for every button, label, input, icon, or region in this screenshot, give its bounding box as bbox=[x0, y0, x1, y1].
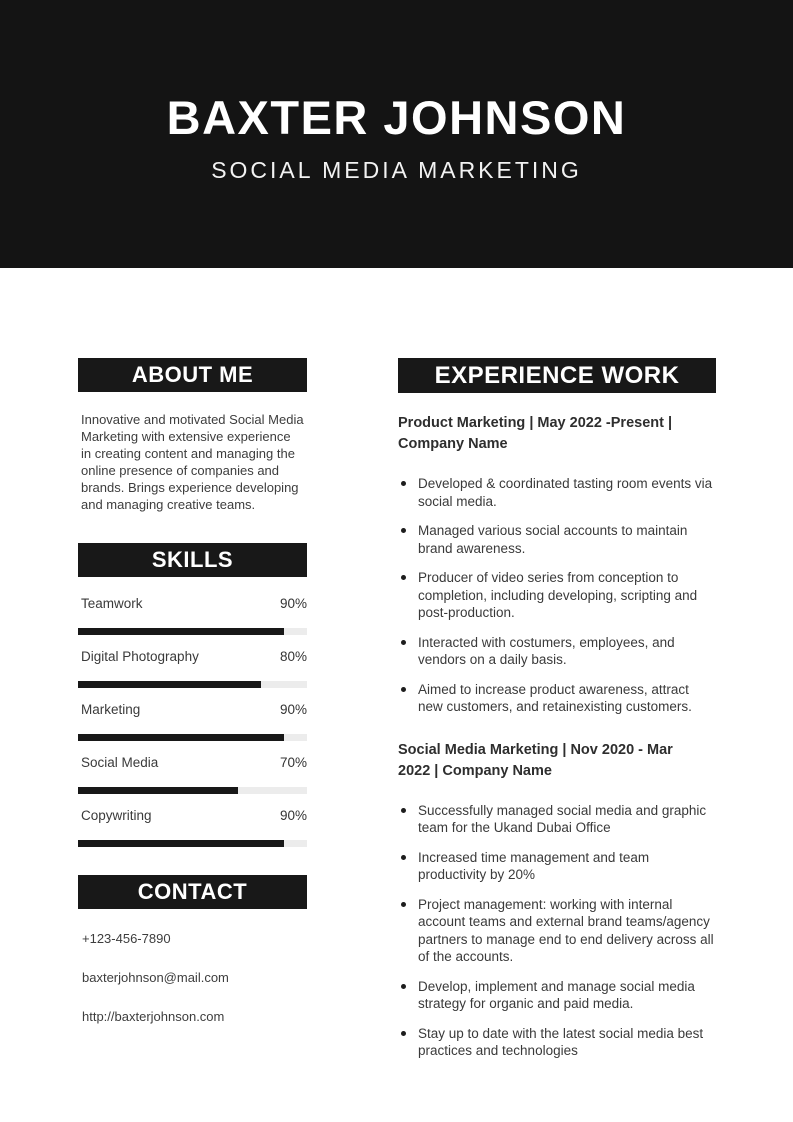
skill-progress-track bbox=[78, 787, 307, 794]
skill-percent: 70% bbox=[279, 755, 307, 770]
skill-label: Marketing bbox=[81, 702, 141, 717]
experience-heading: EXPERIENCE WORK bbox=[398, 358, 716, 393]
skill-label: Copywriting bbox=[81, 808, 152, 823]
skill-label: Social Media bbox=[81, 755, 159, 770]
job-bullet: Increased time management and team productivity by 20% bbox=[398, 849, 716, 884]
jobs-list bbox=[398, 413, 716, 1060]
contact-item: http://baxterjohnson.com bbox=[82, 1009, 225, 1024]
skill-percent: 90% bbox=[279, 596, 307, 611]
skills-list bbox=[78, 577, 307, 847]
job-bullet: Producer of video series from conception to completion, including developing, scripting and post-production. bbox=[398, 569, 716, 622]
job-bullet: Managed various social accounts to maintain brand awareness. bbox=[398, 522, 716, 557]
person-job-title: SOCIAL MEDIA MARKETING bbox=[211, 156, 582, 183]
skill-progress-fill bbox=[78, 681, 261, 688]
content-columns bbox=[0, 268, 793, 1072]
skills-heading: SKILLS bbox=[78, 543, 307, 577]
skill-percent: 80% bbox=[279, 649, 307, 664]
skill-label: Teamwork bbox=[81, 596, 143, 611]
job-entry bbox=[398, 740, 716, 1060]
skill-progress-fill bbox=[78, 734, 284, 741]
skill-percent: 90% bbox=[279, 702, 307, 717]
skill-progress-fill bbox=[78, 787, 238, 794]
contact-section bbox=[78, 875, 307, 1024]
skill-row bbox=[78, 755, 307, 794]
skill-progress-fill bbox=[78, 628, 284, 635]
job-bullet: Stay up to date with the latest social media best practices and technologies bbox=[398, 1025, 716, 1060]
job-entry bbox=[398, 413, 716, 716]
skill-progress-track bbox=[78, 840, 307, 847]
job-title: Product Marketing | May 2022 -Present | Company Name bbox=[398, 415, 673, 452]
person-name: BAXTER JOHNSON bbox=[166, 91, 627, 145]
contact-item: baxterjohnson@mail.com bbox=[82, 970, 229, 985]
skill-row bbox=[78, 702, 307, 741]
skill-row bbox=[78, 808, 307, 847]
skill-row bbox=[78, 649, 307, 688]
skills-section bbox=[78, 543, 307, 847]
skill-progress-track bbox=[78, 681, 307, 688]
job-bullet: Successfully managed social media and graphic team for the Ukand Dubai Office bbox=[398, 802, 716, 837]
about-me-heading: ABOUT ME bbox=[78, 358, 307, 392]
job-bullet: Develop, implement and manage social media strategy for organic and paid media. bbox=[398, 978, 716, 1013]
skill-row bbox=[78, 596, 307, 635]
left-column bbox=[78, 358, 307, 1072]
job-bullet: Project management: working with internal account teams and external brand teams/agency partners to manage end to end delivery across all of the accounts. bbox=[398, 896, 716, 966]
job-bullet: Aimed to increase product awareness, attract new customers, and retainexisting customers. bbox=[398, 681, 716, 716]
skill-percent: 90% bbox=[279, 808, 307, 823]
contact-heading: CONTACT bbox=[78, 875, 307, 909]
job-bullet-list bbox=[398, 475, 716, 716]
hero-header bbox=[0, 0, 793, 268]
right-column bbox=[398, 358, 716, 1072]
skill-progress-track bbox=[78, 628, 307, 635]
job-bullet: Interacted with costumers, employees, and vendors on a daily basis. bbox=[398, 634, 716, 669]
contact-item: +123-456-7890 bbox=[82, 931, 171, 946]
about-me-text: Innovative and motivated Social Media Marketing with extensive experience in creating content and managing the online presence of companies and brands. Brings experience developing and managing creative teams. bbox=[81, 412, 304, 512]
skill-label: Digital Photography bbox=[81, 649, 199, 664]
about-me-section bbox=[78, 358, 307, 513]
job-bullet-list bbox=[398, 802, 716, 1060]
job-bullet: Developed & coordinated tasting room events via social media. bbox=[398, 475, 716, 510]
job-title: Social Media Marketing | Nov 2020 - Mar 2022 | Company Name bbox=[398, 741, 673, 779]
skill-progress-track bbox=[78, 734, 307, 741]
skill-progress-fill bbox=[78, 840, 284, 847]
experience-section bbox=[398, 358, 716, 1060]
contact-list bbox=[78, 909, 307, 1024]
